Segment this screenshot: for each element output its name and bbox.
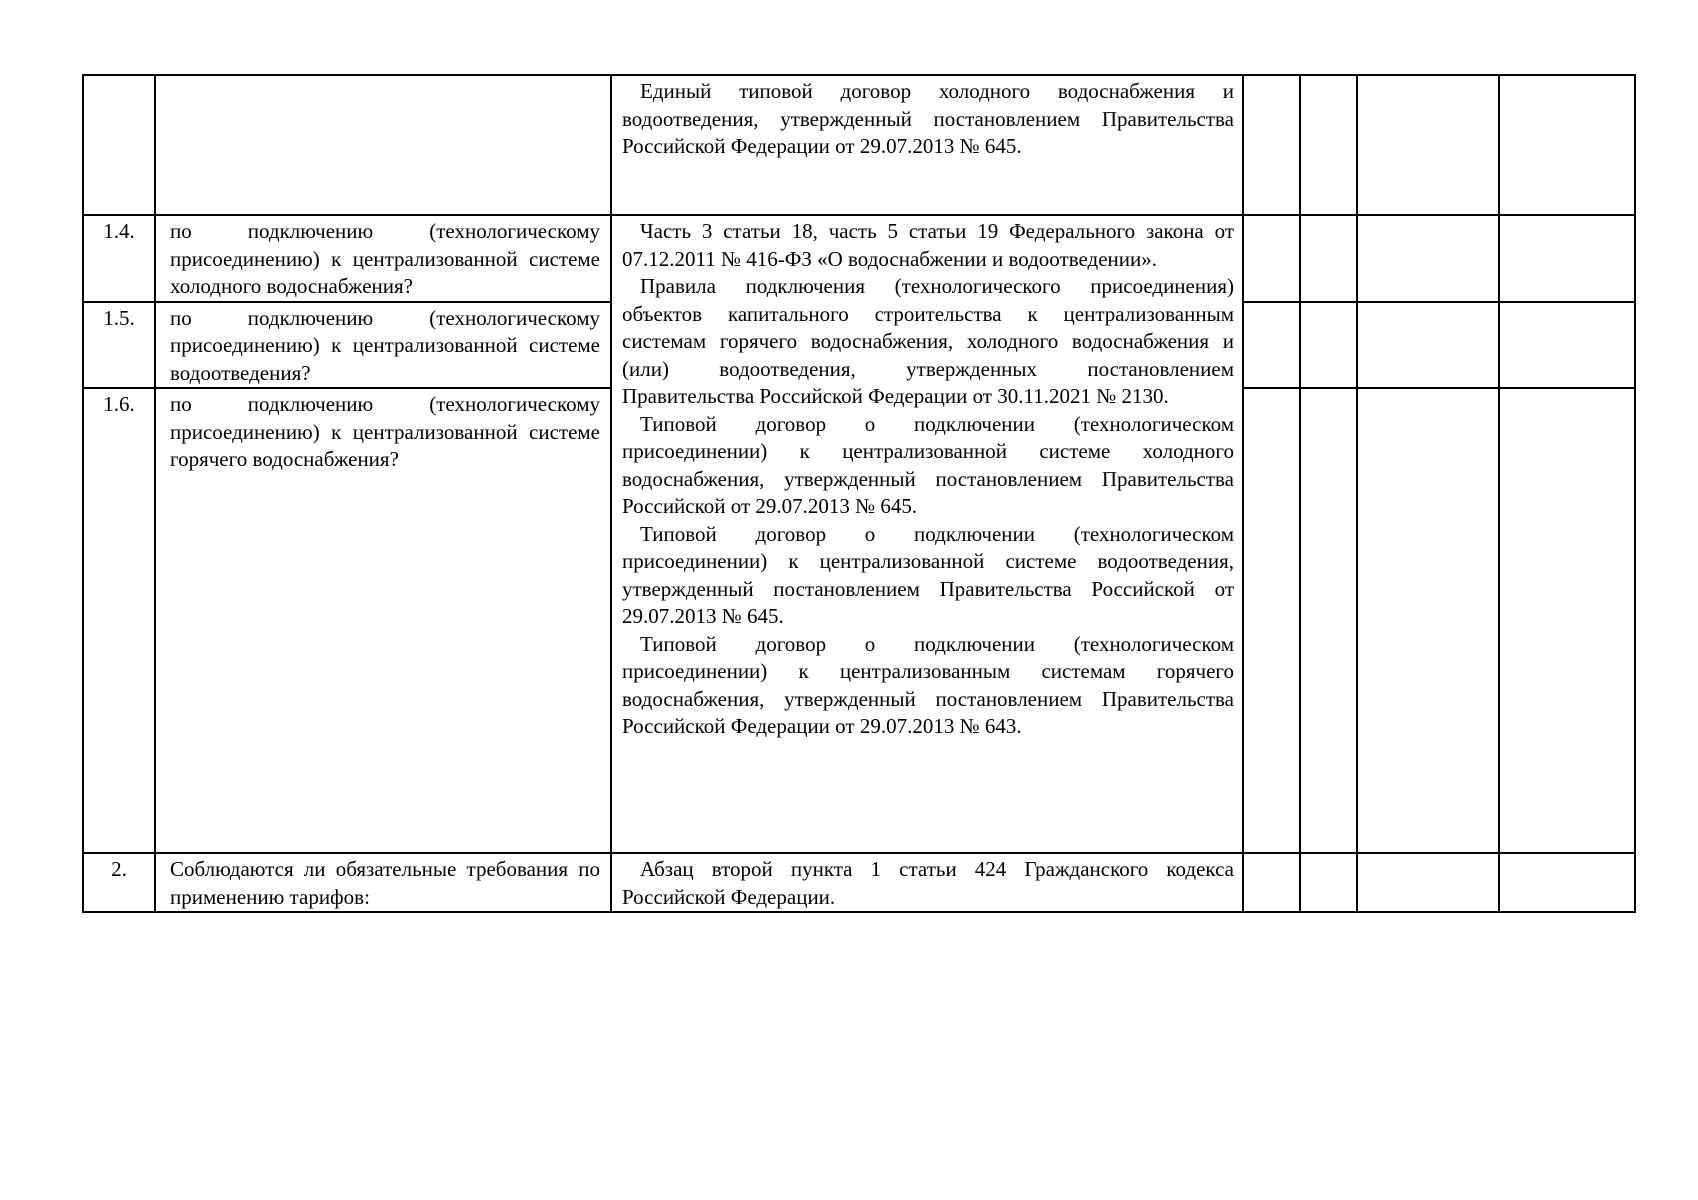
- row-number: 1.4.: [83, 215, 155, 302]
- empty-cell: [1499, 853, 1635, 912]
- empty-cell: [1357, 388, 1499, 853]
- row-number: [83, 75, 155, 215]
- empty-cell: [1300, 388, 1357, 853]
- table-row: [83, 215, 1635, 302]
- empty-cell: [1357, 215, 1499, 302]
- table-row: [83, 75, 1635, 215]
- question-cell: по подключению (технологическому присоединению) к централизованной системе горячего водоснабжения?: [155, 388, 611, 853]
- question-cell: [155, 75, 611, 215]
- checklist-table: [82, 74, 1636, 913]
- question-cell: по подключению (технологическому присоединению) к централизованной системе водоотведения?: [155, 302, 611, 389]
- requirement-text: Типовой договор о подключении (технологическом присоединении) к централизованной системе водоотведения, утвержденный постановлением Правительства Российской от 29.07.2013 № 645.: [622, 521, 1234, 628]
- empty-cell: [1243, 853, 1300, 912]
- empty-cell: [1243, 75, 1300, 215]
- requirement-text: Типовой договор о подключении (технологическом присоединении) к централизованной системе холодного водоснабжения, утвержденный постановлением Правительства Российской от 29.07.2013 № 645.: [622, 411, 1234, 518]
- empty-cell: [1243, 388, 1300, 853]
- requirement-text: Абзац второй пункта 1 статьи 424 Гражданского кодекса Российской Федерации.: [622, 857, 1234, 909]
- empty-cell: [1300, 75, 1357, 215]
- requirement-text: Единый типовой договор холодного водоснабжения и водоотведения, утвержденный постановлением Правительства Российской Федерации от 29.07.2013 № 645.: [622, 79, 1234, 158]
- empty-cell: [1357, 302, 1499, 389]
- table-row: [83, 853, 1635, 912]
- requirements-cell: [611, 853, 1243, 912]
- empty-cell: [1243, 215, 1300, 302]
- empty-cell: [1499, 388, 1635, 853]
- empty-cell: [1499, 215, 1635, 302]
- empty-cell: [1300, 853, 1357, 912]
- empty-cell: [1357, 75, 1499, 215]
- row-number: 1.6.: [83, 388, 155, 853]
- empty-cell: [1300, 215, 1357, 302]
- requirement-text: Часть 3 статьи 18, часть 5 статьи 19 Федерального закона от 07.12.2011 № 416-ФЗ «О водоснабжении и водоотведении».: [622, 219, 1234, 271]
- requirements-cell: [611, 75, 1243, 215]
- empty-cell: [1499, 75, 1635, 215]
- empty-cell: [1300, 302, 1357, 389]
- requirement-text: Правила подключения (технологического присоединения) объектов капитального строительства к централизованным системам горячего водоснабжения, холодного водоснабжения и (или) водоотведения, утвержденных постановлением Правительства Российской Федерации от 30.11.2021 № 2130.: [622, 274, 1234, 408]
- empty-cell: [1357, 853, 1499, 912]
- row-number: 1.5.: [83, 302, 155, 389]
- requirement-text: Типовой договор о подключении (технологическом присоединении) к централизованным системам горячего водоснабжения, утвержденный постановлением Правительства Российской Федерации от 29.07.2013 № 643.: [622, 631, 1234, 738]
- empty-cell: [1243, 302, 1300, 389]
- question-cell: Соблюдаются ли обязательные требования по применению тарифов:: [155, 853, 611, 912]
- empty-cell: [1499, 302, 1635, 389]
- question-cell: по подключению (технологическому присоединению) к централизованной системе холодного водоснабжения?: [155, 215, 611, 302]
- row-number: 2.: [83, 853, 155, 912]
- requirements-cell: [611, 215, 1243, 853]
